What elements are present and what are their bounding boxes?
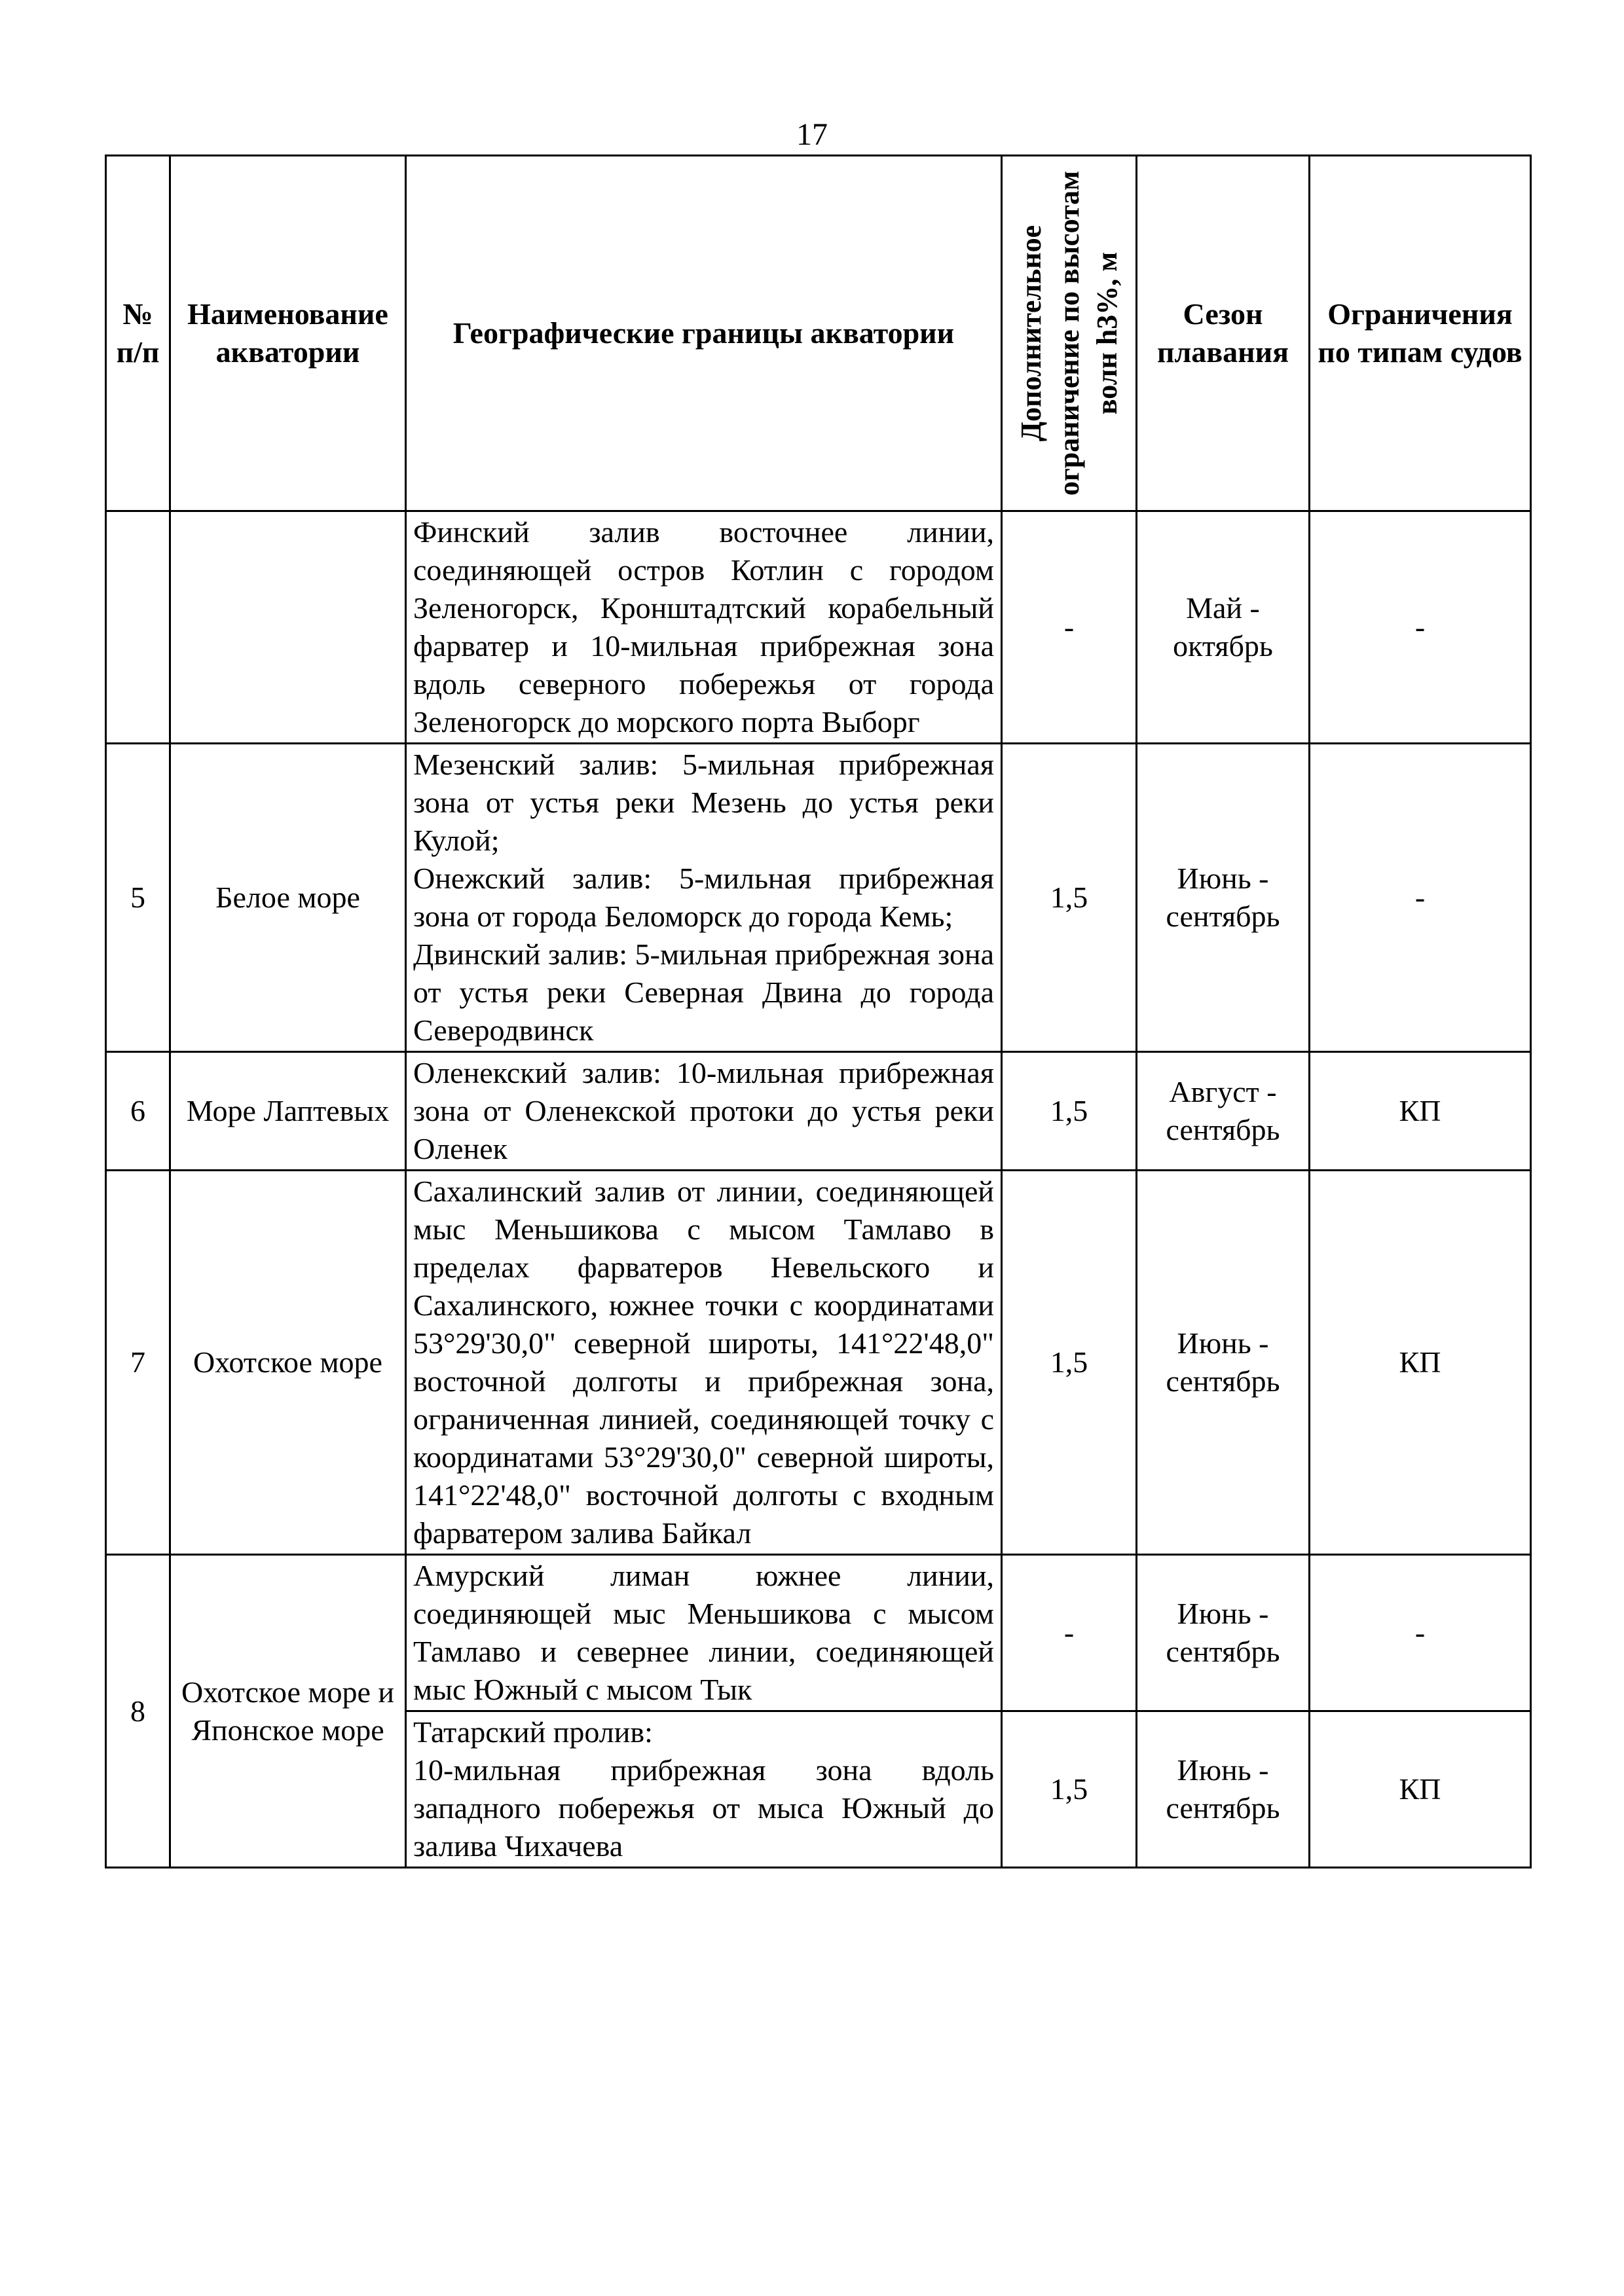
bounds-paragraph: 10-мильная прибрежная зона вдоль западного побережья от мыса Южный до залива Чихачева bbox=[413, 1753, 994, 1863]
row-season: Июнь - сентябрь bbox=[1137, 744, 1310, 1052]
row-bounds: Оленекский залив: 10-мильная прибрежная зона от Оленекской протоки до устья реки Оленек bbox=[406, 1052, 1002, 1171]
row-limit: 1,5 bbox=[1002, 744, 1137, 1052]
row-num: 8 bbox=[106, 1555, 170, 1868]
row-name: Море Лаптевых bbox=[170, 1052, 406, 1171]
header-bounds: Географические границы акватории bbox=[406, 156, 1002, 511]
table-header-row bbox=[106, 156, 1531, 511]
table-row bbox=[106, 1555, 1531, 1711]
bounds-paragraph: Двинский залив: 5-мильная прибрежная зона от устья реки Северная Двина до города Северодвинск bbox=[413, 938, 994, 1047]
water-areas-table bbox=[105, 155, 1532, 1868]
row-restrictions: КП bbox=[1310, 1052, 1531, 1171]
row-name: Охотское море bbox=[170, 1171, 406, 1555]
table-row bbox=[106, 511, 1531, 744]
row-restrictions: - bbox=[1310, 511, 1531, 744]
header-restrictions: Ограничения по типам судов bbox=[1310, 156, 1531, 511]
row-season: Май - октябрь bbox=[1137, 511, 1310, 744]
header-num: № п/п bbox=[106, 156, 170, 511]
row-bounds: Сахалинский залив от линии, соединяющей мыс Меньшикова с мысом Тамлаво в пределах фарватеров Невельского и Сахалинского, южнее точки с координатами 53°29'30,0" северной широты, 141°22'48,0" восточной долготы и прибрежная зона, ограниченная линией, соединяющей точку с координатами 53°29'30,0" северной широты, 141°22'48,0" восточной долготы с входным фарватером залива Байкал bbox=[406, 1171, 1002, 1555]
header-limit-text: Дополнительное ограничение по высотам волн h3%, м bbox=[1014, 170, 1123, 496]
row-limit: 1,5 bbox=[1002, 1171, 1137, 1555]
row-num bbox=[106, 511, 170, 744]
row-num: 6 bbox=[106, 1052, 170, 1171]
table-row bbox=[106, 1171, 1531, 1555]
row-season: Июнь - сентябрь bbox=[1137, 1171, 1310, 1555]
row-bounds bbox=[406, 744, 1002, 1052]
table-row bbox=[106, 1052, 1531, 1171]
bounds-paragraph: Мезенский залив: 5-мильная прибрежная зона от устья реки Мезень до устья реки Кулой; bbox=[413, 748, 994, 857]
header-limit bbox=[1002, 156, 1137, 511]
row-limit: 1,5 bbox=[1002, 1711, 1137, 1868]
table-row bbox=[106, 744, 1531, 1052]
row-bounds: Финский залив восточнее линии, соединяющей остров Котлин с городом Зеленогорск, Кронштадтский корабельный фарватер и 10-мильная прибрежная зона вдоль северного побережья от города Зеленогорск до морского порта Выборг bbox=[406, 511, 1002, 744]
row-season: Июнь - сентябрь bbox=[1137, 1555, 1310, 1711]
row-limit: 1,5 bbox=[1002, 1052, 1137, 1171]
row-restrictions: КП bbox=[1310, 1171, 1531, 1555]
row-bounds: Амурский лиман южнее линии, соединяющей мыс Меньшикова с мысом Тамлаво и севернее линии, соединяющей мыс Южный с мысом Тык bbox=[406, 1555, 1002, 1711]
header-name: Наименование акватории bbox=[170, 156, 406, 511]
row-season: Август - сентябрь bbox=[1137, 1052, 1310, 1171]
row-name: Охотское море и Японское море bbox=[170, 1555, 406, 1868]
row-restrictions: КП bbox=[1310, 1711, 1531, 1868]
row-num: 7 bbox=[106, 1171, 170, 1555]
header-season: Сезон плавания bbox=[1137, 156, 1310, 511]
row-restrictions: - bbox=[1310, 1555, 1531, 1711]
bounds-title: Татарский пролив: bbox=[413, 1715, 653, 1749]
page-number: 17 bbox=[796, 117, 828, 152]
row-restrictions: - bbox=[1310, 744, 1531, 1052]
row-limit: - bbox=[1002, 511, 1137, 744]
row-name bbox=[170, 511, 406, 744]
row-bounds bbox=[406, 1711, 1002, 1868]
row-num: 5 bbox=[106, 744, 170, 1052]
row-season: Июнь - сентябрь bbox=[1137, 1711, 1310, 1868]
row-limit: - bbox=[1002, 1555, 1137, 1711]
bounds-paragraph: Онежский залив: 5-мильная прибрежная зона от города Беломорск до города Кемь; bbox=[413, 862, 994, 933]
row-name: Белое море bbox=[170, 744, 406, 1052]
